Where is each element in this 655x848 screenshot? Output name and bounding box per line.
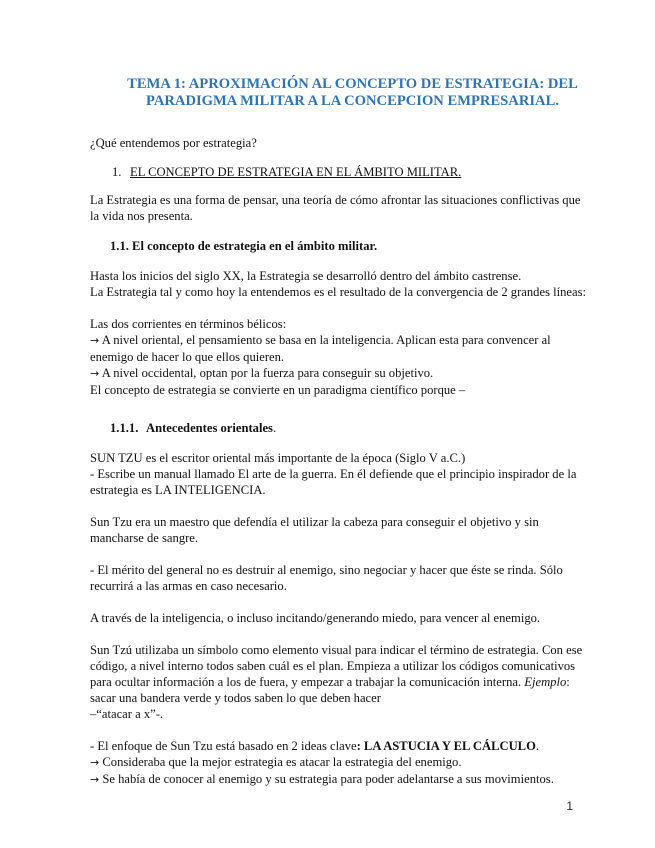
paragraph-suntzu-merito: - El mérito del general no es destruir al enemigo, sino negociar y hacer que éste se rinda. Sólo recurrirá a las armas en caso necesario. (90, 563, 563, 593)
ejemplo-label: Ejemplo (524, 675, 567, 689)
item-oriental: → A nivel oriental, el pensamiento se basa en la inteligencia. Aplican esta para convencer al enemigo de hacer lo que ellos quieren. (90, 333, 551, 364)
paragraph-convergence: La Estrategia tal y como hoy la entendemos es el resultado de la convergencia de 2 grandes líneas: (90, 285, 586, 299)
arrow-icon: → (90, 773, 100, 786)
page-number: 1 (566, 799, 573, 813)
paragraph-history: Hasta los inicios del siglo XX, la Estrategia se desarrolló dentro del ámbito castrense. (90, 269, 522, 283)
arrow-icon: → (90, 334, 100, 347)
section-title: EL CONCEPTO DE ESTRATEGIA EN EL ÁMBITO MILITAR. (130, 165, 462, 179)
item-occidental: → A nivel occidental, optan por la fuerza para conseguir su objetivo. (90, 366, 434, 380)
paragraph-corrientes: Las dos corrientes en términos bélicos: (90, 317, 287, 331)
bullet-estrategia: → Consideraba que la mejor estrategia es atacar la estrategia del enemigo. (90, 755, 462, 769)
arrow-icon: → (90, 367, 100, 380)
paragraph-suntzu-inteligencia: A través de la inteligencia, o incluso incitando/generando miedo, para vencer al enemigo. (90, 611, 541, 625)
page-title: TEMA 1: APROXIMACIÓN AL CONCEPTO DE ESTRATEGIA: DEL PARADIGMA MILITAR A LA CONCEPCION EMPRESARIAL. (127, 76, 578, 109)
section-heading-1 (90, 164, 591, 180)
paragraph-suntzu-maestro: Sun Tzu era un maestro que defendía el utilizar la cabeza para conseguir el objetivo y sin mancharse de sangre. (90, 515, 539, 545)
paragraph-suntzu-intro: SUN TZU es el escritor oriental más importante de la época (Siglo V a.C.) (90, 451, 466, 465)
ejemplo-quote: –“atacar a x”-. (90, 707, 164, 721)
section-heading-1-1-1: 1.1.1. Antecedentes orientales. (110, 421, 277, 435)
section-title: Antecedentes orientales (146, 421, 273, 435)
paragraph-enfoque: - El enfoque de Sun Tzu está basado en 2 ideas clave: LA ASTUCIA Y EL CÁLCULO. (90, 739, 540, 753)
paragraph-definition: La Estrategia es una forma de pensar, una teoría de cómo afrontar las situaciones conflictivas que la vida nos presenta. (90, 193, 581, 223)
paragraph-paradigma: El concepto de estrategia se convierte en un paradigma científico porque – (90, 383, 466, 397)
paragraph-suntzu-manual: - Escribe un manual llamado El arte de la guerra. En él defiende que el principio inspirador de la estrategia es LA INTELIGENCIA. (90, 467, 577, 497)
section-heading-1-1: 1.1. El concepto de estrategia en el ámbito militar. (110, 239, 378, 253)
section-number: 1. (112, 165, 122, 179)
arrow-icon: → (90, 756, 100, 769)
key-ideas: : LA ASTUCIA Y EL CÁLCULO (356, 739, 536, 753)
bullet-conocer-enemigo: → Se había de conocer al enemigo y su estrategia para poder adelantarse a sus movimientos. (90, 772, 554, 786)
section-number: 1.1.1. (110, 421, 139, 435)
paragraph-suntzu-simbolo: Sun Tzú utilizaba un símbolo como elemento visual para indicar el término de estrategia. Con ese código, a nivel interno todos saben cuál es el plan. Empieza a utilizar los códigos comunicativos para ocultar información a los de fuera, y empezar a trabajar la comunicación interna. Ejemplo: sacar una bandera verde y todos saben lo que deben hacer (90, 643, 583, 705)
question: ¿Qué entendemos por estrategia? (90, 136, 257, 150)
